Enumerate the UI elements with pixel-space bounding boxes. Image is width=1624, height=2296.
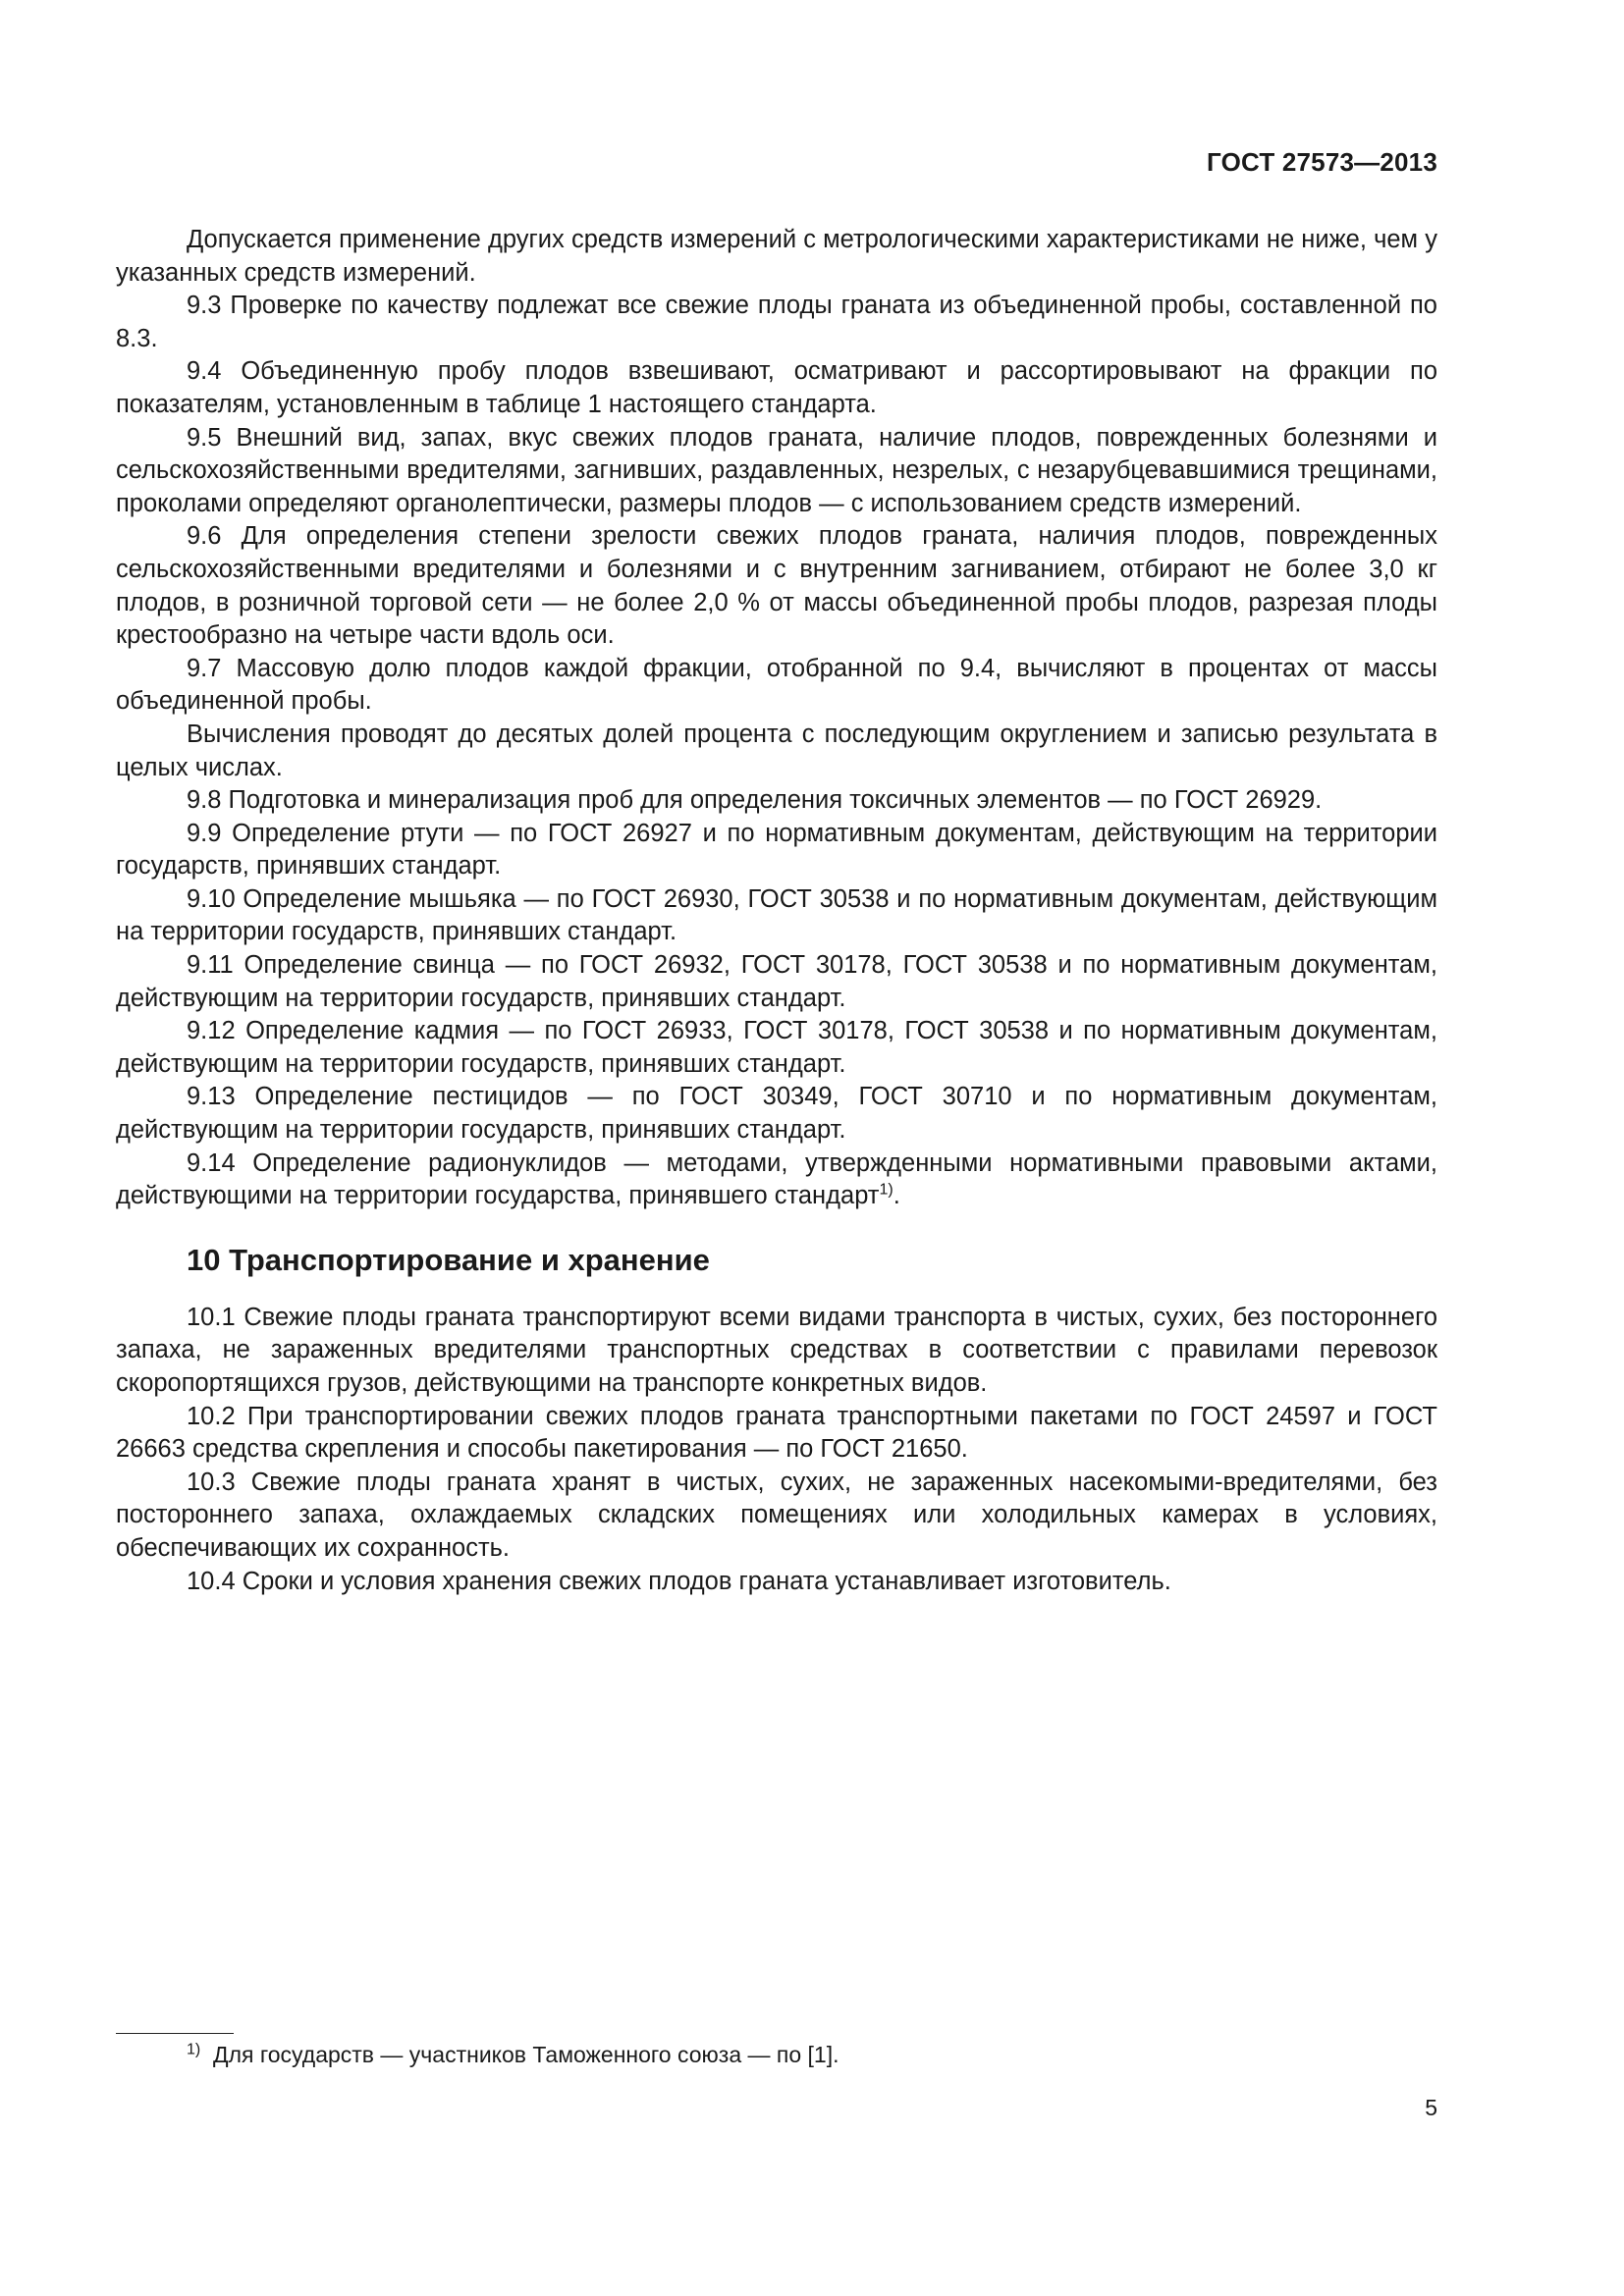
paragraph-9-13: 9.13 Определение пестицидов — по ГОСТ 30349, ГОСТ 30710 и по нормативным документам, действующим на территории государств, принявших стандарт. (116, 1083, 1437, 1145)
section-10-title: 10 Транспортирование и хранение (187, 1242, 710, 1277)
paragraph-9-14-text: 9.14 Определение радионуклидов — методами, утвержденными нормативными правовыми актами, действующими на территории государства, принявшего стандарт (116, 1148, 1437, 1210)
paragraph-9-10: 9.10 Определение мышьяка — по ГОСТ 26930, ГОСТ 30538 и по нормативным документам, действующим на территории государств, принявших стандарт. (116, 884, 1437, 946)
footnote-reference: 1) (879, 1181, 893, 1199)
paragraph-9-5: 9.5 Внешний вид, запах, вкус свежих плодов граната, наличие плодов, поврежденных болезнями и сельскохозяйственными вредителями, загнивших, раздавленных, незрелых, с незарубцевавшимися трещинами, проколами определяют органолептически, размеры плодов — с использованием средств измерений. (116, 423, 1437, 517)
footnote-marker: 1) (187, 2041, 201, 2058)
paragraph-9-3: 9.3 Проверке по качеству подлежат все свежие плоды граната из объединенной пробы, составленной по 8.3. (116, 292, 1437, 352)
paragraph-9-7: 9.7 Массовую долю плодов каждой фракции, отобранной по 9.4, вычисляют в процентах от массы объединенной пробы. (116, 654, 1437, 716)
document-body (116, 224, 1437, 1598)
paragraph-9-14 (116, 1148, 1437, 1213)
paragraph-10-2: 10.2 При транспортировании свежих плодов граната транспортными пакетами по ГОСТ 24597 и ГОСТ 26663 средства скрепления и способы пакетирования — по ГОСТ 21650. (116, 1402, 1437, 1464)
paragraph-9-9: 9.9 Определение ртути — по ГОСТ 26927 и по нормативным документам, действующим на территории государств, принявших стандарт. (116, 819, 1437, 881)
paragraph-10-1: 10.1 Свежие плоды граната транспортируют всеми видами транспорта в чистых, сухих, без постороннего запаха, не зараженных вредителями транспортных средствах в соответствии с правилами перевозок скоропортящихся грузов, действующими на транспорте конкретных видов. (116, 1303, 1437, 1397)
paragraph-9-11: 9.11 Определение свинца — по ГОСТ 26932, ГОСТ 30178, ГОСТ 30538 и по нормативным документам, действующим на территории государств, принявших стандарт. (116, 951, 1437, 1012)
paragraph-9-12: 9.12 Определение кадмия — по ГОСТ 26933, ГОСТ 30178, ГОСТ 30538 и по нормативным документам, действующим на территории государств, принявших стандарт. (116, 1017, 1437, 1078)
paragraph-measuring-tools: Допускается применение других средств измерений с метрологическими характеристиками не ниже, чем у указанных средств измерений. (116, 226, 1437, 287)
paragraph-calculation: Вычисления проводят до десятых долей процента с последующим округлением и записью результата в целых числах. (116, 720, 1437, 781)
page-number: 5 (1425, 2095, 1437, 2120)
paragraph-10-3: 10.3 Свежие плоды граната хранят в чистых, сухих, не зараженных насекомыми-вредителями, без постороннего запаха, охлаждаемых складских помещениях или холодильных камерах в условиях, обеспечивающих их сохранность. (116, 1468, 1437, 1562)
footnote-text: Для государств — участников Таможенного союза — по [1]. (213, 2042, 839, 2067)
footnote-separator (116, 2033, 234, 2034)
paragraph-9-8: 9.8 Подготовка и минерализация проб для определения токсичных элементов — по ГОСТ 26929. (187, 786, 1323, 815)
footnote (187, 2040, 839, 2069)
paragraph-9-14-tail: . (893, 1182, 900, 1210)
paragraph-9-6: 9.6 Для определения степени зрелости свежих плодов граната, наличия плодов, поврежденных сельскохозяйственными вредителями и болезнями и с внутренним загниванием, отбирают не более 3,0 кг плодов, в розничной торговой сети — не более 2,0 % от массы объединенной пробы плодов, разрезая плоды крестообразно на четыре части вдоль оси. (116, 522, 1437, 650)
paragraph-10-4: 10.4 Сроки и условия хранения свежих плодов граната устанавливает изготовитель. (187, 1567, 1171, 1595)
document-code-header: ГОСТ 27573—2013 (1207, 147, 1437, 177)
paragraph-9-4: 9.4 Объединенную пробу плодов взвешивают, осматривают и рассортировывают на фракции по показателям, установленным в таблице 1 настоящего стандарта. (116, 357, 1437, 418)
